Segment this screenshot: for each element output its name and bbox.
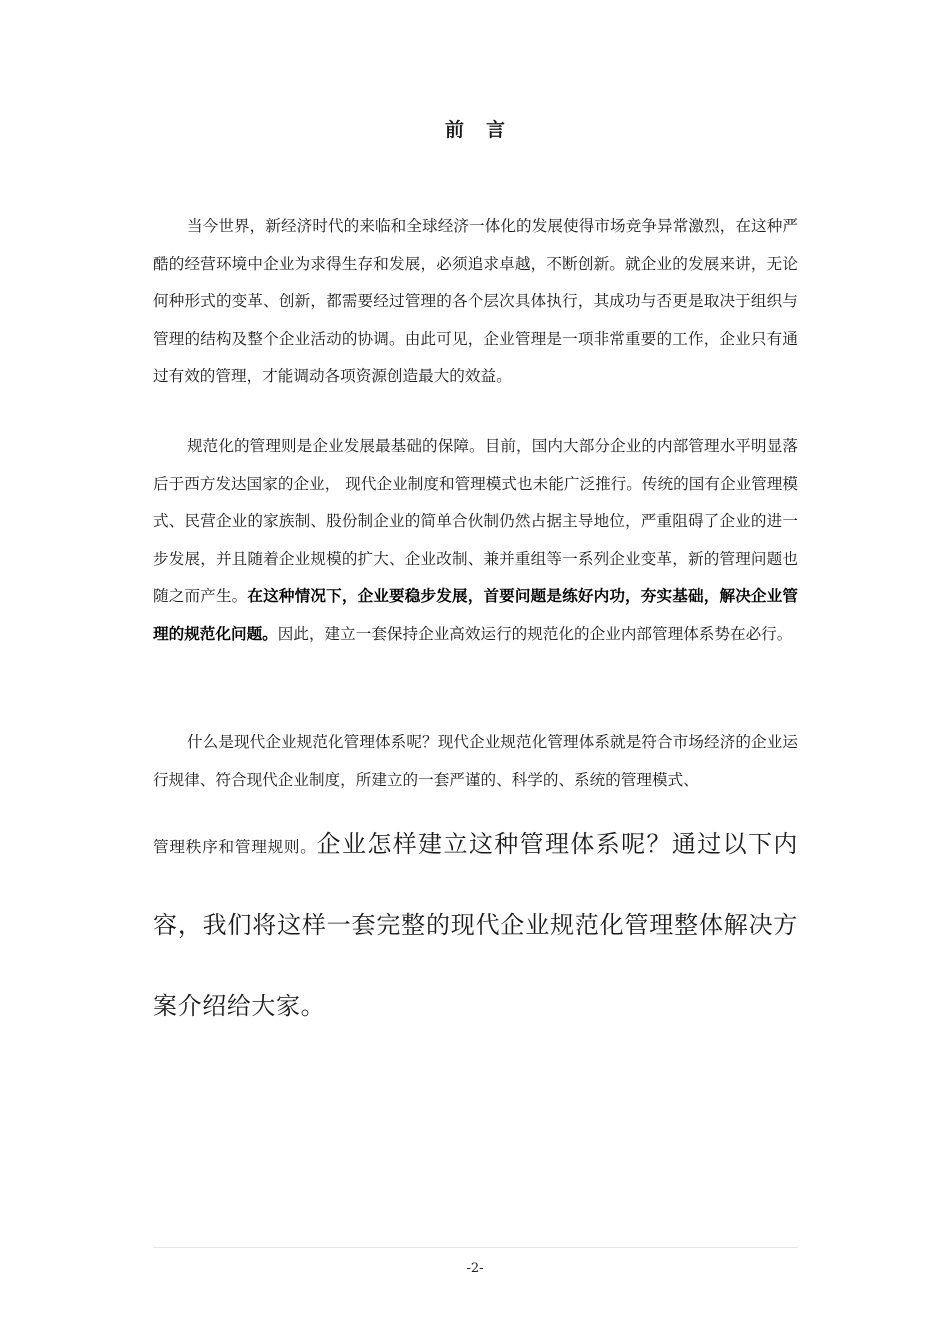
paragraph-1 xyxy=(153,208,798,396)
paragraph-3 xyxy=(153,724,798,799)
paragraph-1-text: 当今世界，新经济时代的来临和全球经济一体化的发展使得市场竞争异常激烈，在这种严酷的经营环境中企业为求得生存和发展，必须追求卓越，不断创新。就企业的发展来讲，无论何种形式的变革、创新，都需要经过管理的各个层次具体执行，其成功与否更是取决于组织与管理的结构及整个企业活动的协调。由此可见，企业管理是一项非常重要的工作，企业只有通过有效的管理，才能调动各项资源创造最大的效益。 xyxy=(153,217,798,386)
paragraph-3-text-tail: 管理秩序和管理规则。 xyxy=(153,838,317,856)
paragraph-2-bold-text: 在这种情况下，企业要稳步发展，首要问题是练好内功，夯实基础，解决企业管理的规范化问题。 xyxy=(153,587,798,643)
paragraph-3-text: 什么是现代企业规范化管理体系呢？现代企业规范化管理体系就是符合市场经济的企业运行规律、符合现代企业制度，所建立的一套严谨的、科学的、系统的管理模式、 xyxy=(153,733,798,789)
footer-divider xyxy=(153,1247,798,1248)
paragraph-2-text-after: 因此，建立一套保持企业高效运行的规范化的企业内部管理体系势在必行。 xyxy=(277,624,793,643)
paragraph-3-continued xyxy=(153,805,798,1048)
paragraph-2 xyxy=(153,428,798,654)
paragraph-2-text: 规范化的管理则是企业发展最基础的保障。目前，国内大部分企业的内部管理水平明显落后于西方发达国家的企业， 现代企业制度和管理模式也未能广泛推行。传统的国有企业管理模式、民营企业的家族制、股份制企业的简单合伙制仍然占据主导地位，严重阻碍了企业的进一步发展，并且随着企业规模的扩大、企业改制、兼并重组等一系列企业变革，新的管理问题也随之而产生。 xyxy=(153,437,798,606)
page-number: -2- xyxy=(466,1261,484,1276)
page-title: 前言 xyxy=(444,119,527,141)
paragraph-3-large-text: 企业怎样建立这种管理体系呢？通过以下内容，我们将这样一套完整的现代企业规范化管理整体解决方案介绍给大家。 xyxy=(153,830,798,1020)
